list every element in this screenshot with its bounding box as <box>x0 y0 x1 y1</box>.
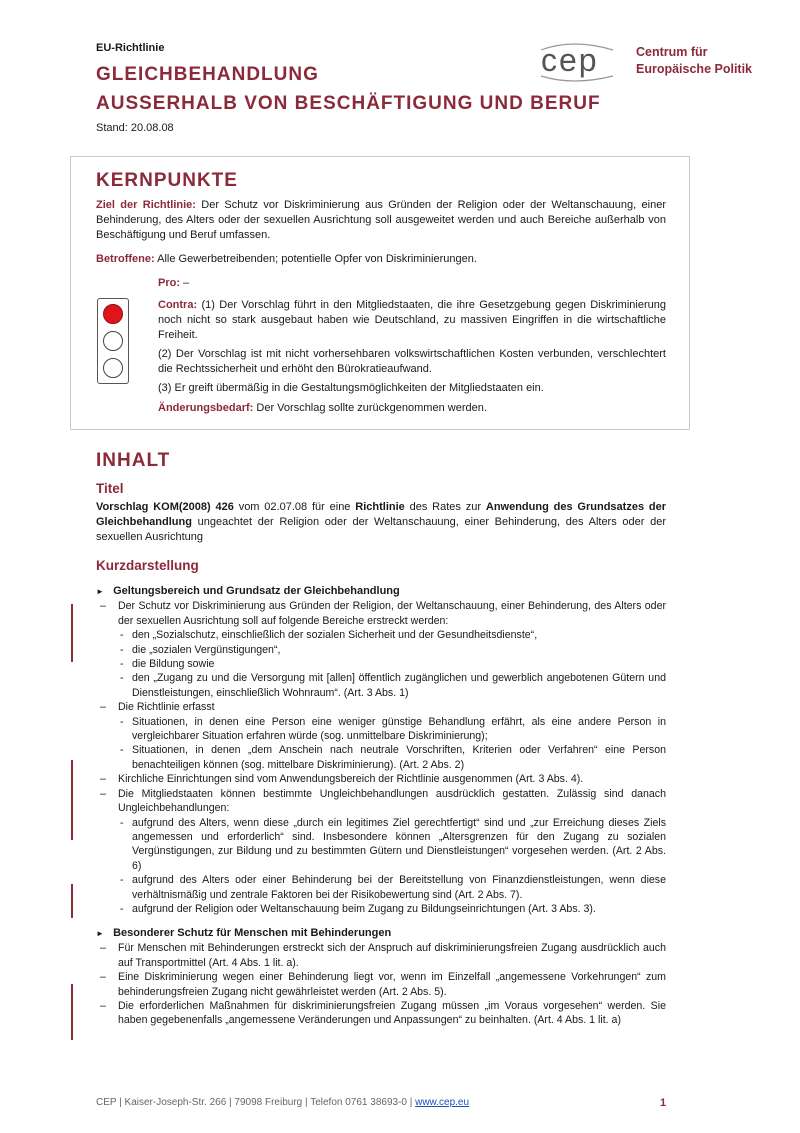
aenderung-text: Der Vorschlag sollte zurückgenommen werden. <box>253 402 487 414</box>
list-item-text: Situationen, in denen eine Person eine weniger günstige Behandlung erfährt, als eine andere Person in vergleichbarer Situation erfahren würde (sog. unmittelbare Diskriminierung); <box>132 715 666 743</box>
list-item: – Kirchliche Einrichtungen sind vom Anwendungsbereich der Richtlinie ausgenommen (Art. 3 Abs. 4). <box>100 773 584 786</box>
section-heading <box>96 926 666 941</box>
list-item: – Eine Diskriminierung wegen einer Behinderung liegt vor, wenn im Einzelfall „angemessene Vorkehrungen“ zum behinderungsfreien Zugang nicht gewährleistet werden (Art. 2 Abs. 5). <box>100 971 666 998</box>
contra-label: Contra: <box>158 299 198 311</box>
margin-marker <box>71 760 73 840</box>
section-heading <box>96 584 666 599</box>
betroffene-paragraph <box>96 252 666 267</box>
list-item-text: Eine Diskriminierung wegen einer Behinderung liegt vor, wenn im Einzelfall „angemessene Vorkehrungen“ zum behinderungsfreien Zugang nicht gewährleistet werden (Art. 2 Abs. 5). <box>118 971 666 998</box>
kernpunkte-heading: KERNPUNKTE <box>96 170 238 191</box>
titel-text-4: des Rates zur <box>404 501 486 513</box>
list-item-text: den „Zugang zu und die Versorgung mit [allen] öffentlich zugänglichen und gewerblich angebotenen Gütern und Dienstleistungen, einschließlich Wohnraum“. (Art. 3 Abs. 1) <box>132 672 666 699</box>
list-item-text: die „sozialen Vergünstigungen“, <box>132 643 281 656</box>
margin-marker <box>71 884 73 918</box>
titel-text-6: ungeachtet der Religion oder der Weltanschauung, einer Behinderung, des Alters oder der sexuellen Ausrichtung <box>96 516 666 543</box>
aenderung-paragraph <box>158 401 666 416</box>
pro-label: Pro: <box>158 277 180 289</box>
red-lamp <box>103 304 123 324</box>
titel-text-5: Anwendung des Grundsatzes der Gleichbehandlung <box>96 501 667 528</box>
list-item-text: Situationen, in denen „dem Anschein nach neutrale Vorschriften, Kriterien oder Verfahren“ eine Person benachteiligen können (sog. mittelbare Diskriminierung). (Art. 2 Abs. 2) <box>132 744 666 771</box>
sub-list-item: - aufgrund der Religion oder Weltanschauung beim Zugang zu Bildungseinrichtungen (Art. 3 Abs. 3). <box>120 902 596 915</box>
sub-list-item: - Situationen, in denen „dem Anschein nach neutrale Vorschriften, Kriterien oder Verfahren“ eine Person benachteiligen können (sog. mittelbare Diskriminierung). (Art. 2 Abs. 2) <box>120 744 666 771</box>
section-geltungsbereich <box>96 584 666 916</box>
titel-text-2: vom 02.07.08 für eine <box>233 501 356 513</box>
titel-paragraph <box>96 500 666 545</box>
betroffene-text: Alle Gewerbetreibenden; potentielle Opfer von Diskriminierungen. <box>154 253 477 265</box>
aenderung-label: Änderungsbedarf: <box>158 402 254 414</box>
pro-paragraph <box>158 276 666 291</box>
margin-marker <box>71 604 73 662</box>
yellow-lamp <box>103 331 123 351</box>
status-date: Stand: 20.08.08 <box>96 122 174 134</box>
sub-list-item: - den „Sozialschutz, einschließlich der sozialen Sicherheit und der Gesundheitsdienste“, <box>120 629 538 642</box>
list-item-text: den „Sozialschutz, einschließlich der sozialen Sicherheit und der Gesundheitsdienste“, <box>132 629 538 642</box>
sub-list-item: - die Bildung sowie <box>120 658 215 671</box>
betroffene-label: Betroffene: <box>96 253 155 265</box>
list-item-text: Der Schutz vor Diskriminierung aus Gründen der Religion, der Weltanschauung, einer Behinderung, des Alters oder der sexuellen Ausrichtung soll auf folgende Bereiche erstreckt werden: <box>118 600 666 627</box>
contra-text-1: (1) Der Vorschlag führt in den Mitgliedstaaten, die ihre Gesetzgebung gegen Diskriminierung noch nicht so stark ausgebaut haben wie Deutschland, zu massiven Eingriffen in die wirtschaftliche Freiheit. <box>158 299 666 341</box>
triangle-bullet-icon: ► <box>96 929 104 938</box>
list-item-text: aufgrund der Religion oder Weltanschauung beim Zugang zu Bildungseinrichtungen (Art. 3 Abs. 3). <box>132 902 596 915</box>
logo-wordmark: cep <box>541 42 599 78</box>
list-item: – Für Menschen mit Behinderungen erstreckt sich der Anspruch auf diskriminierungsfreien Zugang ausdrücklich auch auf Transportmittel (Art. 4 Abs. 1 lit. a). <box>100 942 666 969</box>
pro-text: – <box>180 277 190 289</box>
list-item-text: Die erforderlichen Maßnahmen für diskriminierungsfreien Zugang müssen „im Voraus vorgesehen“ werden. Sie haben gegebenenfalls „angemessene Veränderungen und Anpassungen“ zu beinhalten. (Art. 4 Abs. 1 lit. a) <box>118 1000 666 1027</box>
green-lamp <box>103 358 123 378</box>
sub-list-item: - die „sozialen Vergünstigungen“, <box>120 643 281 656</box>
list-item-text: Die Mitgliedstaaten können bestimmte Ungleichbehandlungen ausdrücklich gestatten. Zulässig sind danach Ungleichbehandlungen: <box>118 787 666 815</box>
org-line1: Centrum für <box>636 45 708 59</box>
list-item-text: aufgrund des Alters, wenn diese „durch ein legitimes Ziel gerechtfertigt“ sind und „zur Erreichung dieses Ziels angemessen und erforderlich“ sind. Insbesondere können „Altersgrenzen für den Zugang zu sozialen Vergünstigungen, zur Bildung und zu bestimmten Gütern und Dienstleistungen“ vorgesehen werden. (Art. 2 Abs. 6) <box>132 816 666 872</box>
list-item-text: die Bildung sowie <box>132 658 215 671</box>
contra-paragraph-3: (3) Er greift übermäßig in die Gestaltungsmöglichkeiten der Mitgliedstaaten ein. <box>158 382 544 394</box>
footer <box>96 1097 469 1108</box>
list-item: – Der Schutz vor Diskriminierung aus Gründen der Religion, der Weltanschauung, einer Behinderung, des Alters oder der sexuellen Ausrichtung soll auf folgende Bereiche erstreckt werden: <box>100 600 666 627</box>
triangle-bullet-icon: ► <box>96 587 104 596</box>
kurzdarstellung-heading: Kurzdarstellung <box>96 558 199 573</box>
page-number: 1 <box>660 1097 667 1109</box>
list-item: – Die Richtlinie erfasst <box>100 701 215 714</box>
margin-marker <box>71 984 73 1040</box>
section-behinderungen <box>96 926 666 1028</box>
titel-heading: Titel <box>96 481 124 496</box>
contra-paragraph-1 <box>158 298 666 343</box>
list-item-text: Für Menschen mit Behinderungen erstreckt sich der Anspruch auf diskriminierungsfreien Zugang ausdrücklich auch auf Transportmittel (Art. 4 Abs. 1 lit. a). <box>118 942 666 969</box>
document-type: EU-Richtlinie <box>96 42 165 54</box>
sub-list-item: - aufgrund des Alters, wenn diese „durch ein legitimes Ziel gerechtfertigt“ sind und „zur Erreichung dieses Ziels angemessen und erforderlich“ sind. Insbesondere können „Altersgrenzen für den Zugang zu sozialen Vergünstigungen, zur Bildung und zu bestimmten Gütern und Dienstleistungen“ vorgesehen werden. (Art. 2 Abs. 6) <box>120 816 666 872</box>
ziel-text: Der Schutz vor Diskriminierung aus Gründen der Religion oder der Weltanschauung, einer Behinderung, des Alters oder der sexuellen Ausrichtung soll ausgeweitet werden und auch Bereiche außerhalb von Beschäftigung und Beruf umfassen. <box>96 199 666 241</box>
traffic-light-icon <box>97 298 129 384</box>
page-title-line2: AUSSERHALB VON BESCHÄFTIGUNG UND BERUF <box>96 93 601 114</box>
contra-block <box>158 298 666 416</box>
inhalt-heading: INHALT <box>96 450 171 471</box>
ziel-label: Ziel der Richtlinie: <box>96 199 196 211</box>
footer-address: CEP | Kaiser-Joseph-Str. 266 | 79098 Freiburg | Telefon 0761 38693-0 | <box>96 1097 416 1108</box>
sub-list-item: - Situationen, in denen eine Person eine weniger günstige Behandlung erfährt, als eine andere Person in vergleichbarer Situation erfahren würde (sog. unmittelbare Diskriminierung); <box>120 715 666 743</box>
list-item-text: Kirchliche Einrichtungen sind vom Anwendungsbereich der Richtlinie ausgenommen (Art. 3 Abs. 4). <box>118 773 584 786</box>
organization-name <box>636 44 752 78</box>
section-title: Besonderer Schutz für Menschen mit Behinderungen <box>113 927 392 939</box>
contra-paragraph-2: (2) Der Vorschlag ist mit nicht vorhersehbaren volkswirtschaftlichen Kosten verbunden, verschlechtert die Rechtssicherheit und erhöht den Bürokratieaufwand. <box>158 348 666 375</box>
section-title: Geltungsbereich und Grundsatz der Gleichbehandlung <box>113 585 400 597</box>
org-line2: Europäische Politik <box>636 62 753 76</box>
titel-text-3: Richtlinie <box>355 501 405 513</box>
list-item-text: Die Richtlinie erfasst <box>118 701 215 714</box>
list-item: – Die Mitgliedstaaten können bestimmte Ungleichbehandlungen ausdrücklich gestatten. Zulässig sind danach Ungleichbehandlungen: <box>100 787 666 815</box>
list-item-text: aufgrund des Alters oder einer Behinderung bei der Bereitstellung von Finanzdienstleistungen, wenn diese verhältnismäßig und zentrale Faktoren bei der Risikobewertung sind (Art. 2 Abs. 7). <box>132 874 666 901</box>
website-link[interactable]: www.cep.eu <box>415 1097 470 1108</box>
list-item: – Die erforderlichen Maßnahmen für diskriminierungsfreien Zugang müssen „im Voraus vorgesehen“ werden. Sie haben gegebenenfalls „angemessene Veränderungen und Anpassungen“ zu beinhalten. (Art. 4 Abs. 1 lit. a) <box>100 1000 666 1027</box>
ziel-paragraph <box>96 198 666 243</box>
proposal-id: Vorschlag KOM(2008) 426 <box>96 501 234 513</box>
page-title-line1: GLEICHBEHANDLUNG <box>96 64 319 85</box>
sub-list-item: - den „Zugang zu und die Versorgung mit [allen] öffentlich zugänglichen und gewerblich angebotenen Gütern und Dienstleistungen, einschließlich Wohnraum“. (Art. 3 Abs. 1) <box>120 672 666 699</box>
sub-list-item: - aufgrund des Alters oder einer Behinderung bei der Bereitstellung von Finanzdienstleistungen, wenn diese verhältnismäßig und zentrale Faktoren bei der Risikobewertung sind (Art. 2 Abs. 7). <box>120 874 666 901</box>
